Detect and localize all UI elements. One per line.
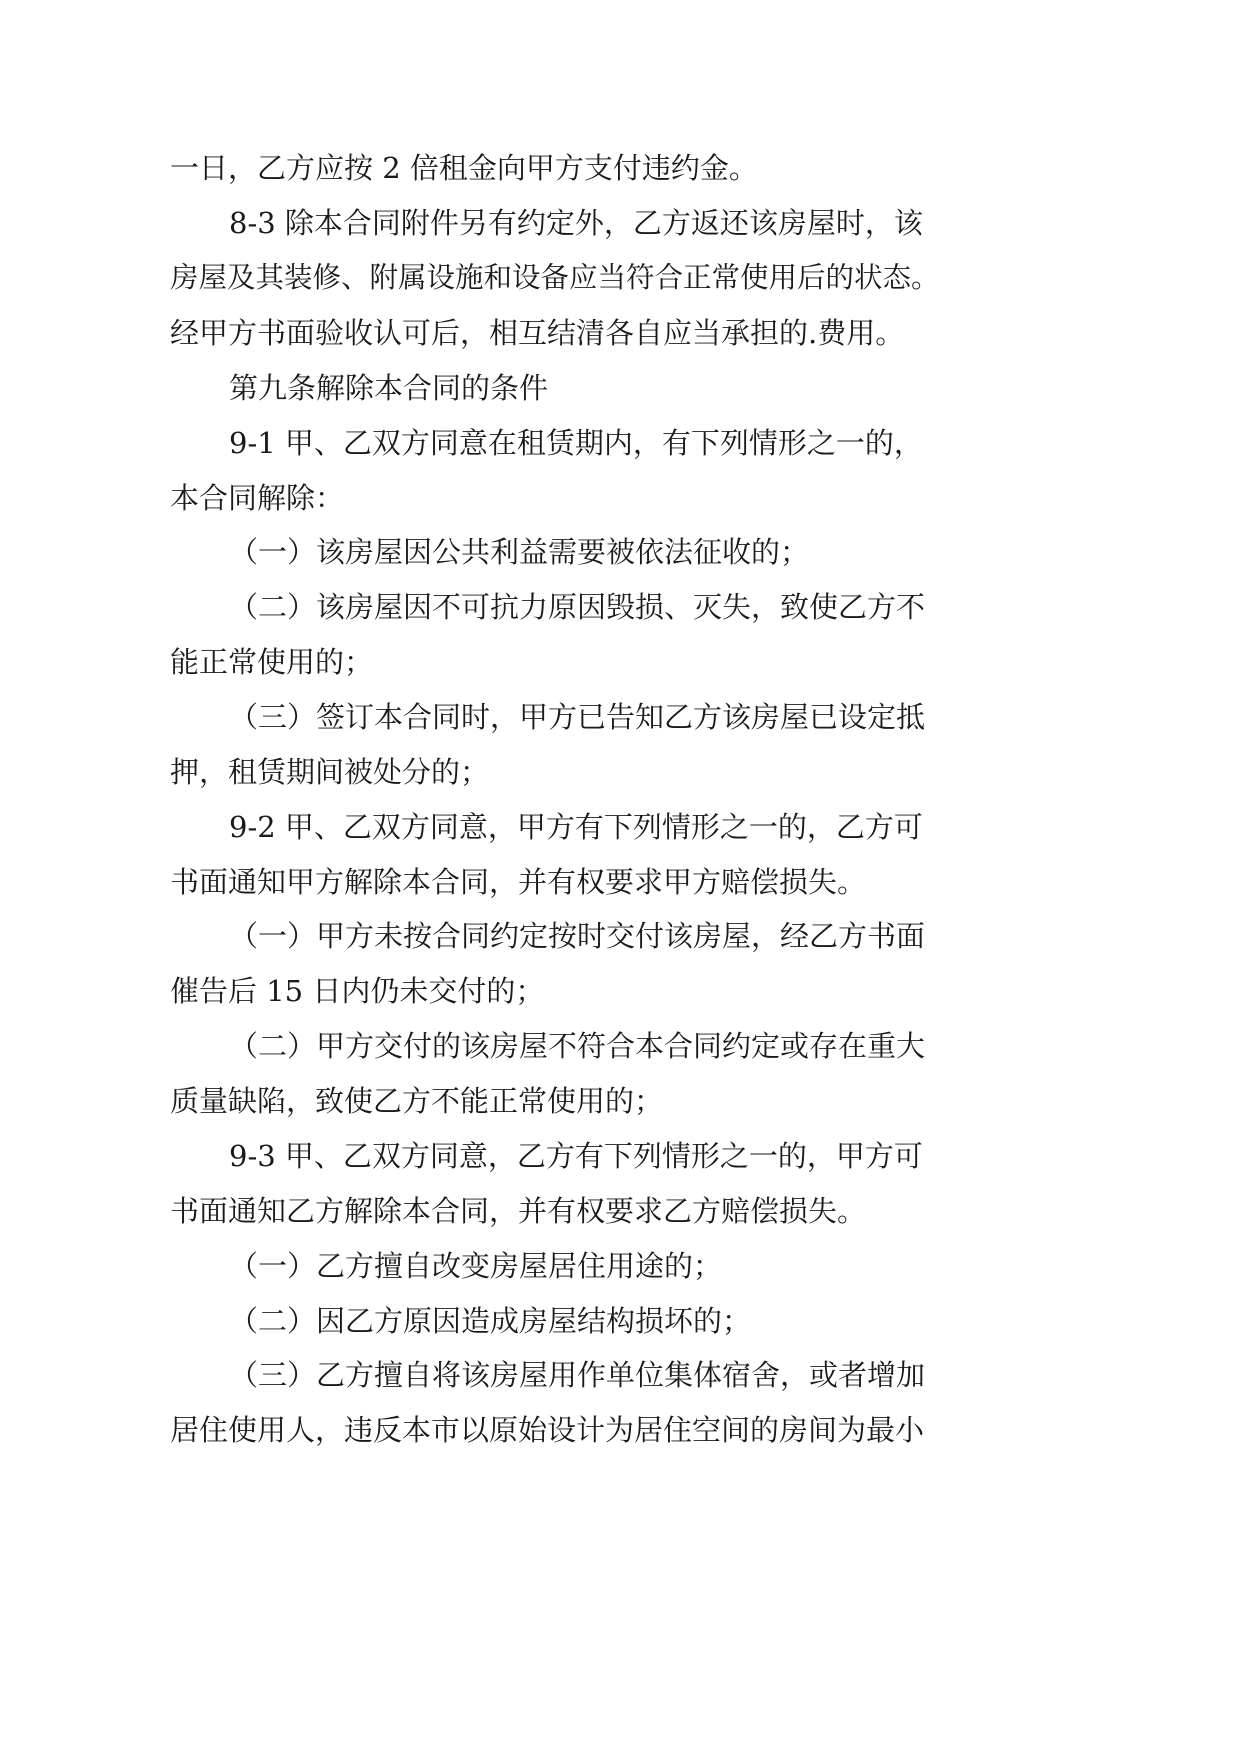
text-line: 书面通知乙方解除本合同，并有权要求乙方赔偿损失。	[170, 1194, 867, 1228]
text-line: 经甲方书面验收认可后，相互结清各自应当承担的.费用。	[170, 316, 905, 350]
section-heading: 第九条解除本合同的条件	[229, 371, 549, 405]
text-line: 居住使用人，违反本市以原始设计为居住空间的房间为最小	[170, 1413, 925, 1447]
text-line: （二）因乙方原因造成房屋结构损坏的；	[229, 1304, 752, 1338]
text-line: 9-2 甲、乙双方同意，甲方有下列情形之一的，乙方可	[229, 810, 923, 844]
text-line: （三）签订本合同时，甲方已告知乙方该房屋已设定抵	[229, 700, 926, 734]
text-line: 质量缺陷，致使乙方不能正常使用的；	[170, 1084, 664, 1118]
text-line: 9-3 甲、乙双方同意，乙方有下列情形之一的，甲方可	[229, 1139, 923, 1173]
text-line: 能正常使用的；	[170, 645, 374, 679]
text-line: 房屋及其装修、附属设施和设备应当符合正常使用后的状态。	[170, 261, 940, 294]
text-line: 催告后 15 日内仍未交付的；	[170, 974, 545, 1008]
text-line: 书面通知甲方解除本合同，并有权要求甲方赔偿损失。	[170, 865, 867, 899]
text-line: 9-1 甲、乙双方同意在租赁期内，有下列情形之一的，	[229, 426, 923, 460]
text-line: （一）乙方擅自改变房屋居住用途的；	[229, 1249, 723, 1283]
text-line: （二）该房屋因不可抗力原因毁损、灭失，致使乙方不	[229, 590, 926, 624]
text-line: 押，租赁期间被处分的；	[170, 755, 490, 789]
text-line: 一日，乙方应按 2 倍租金向甲方支付违约金。	[170, 151, 758, 185]
text-line: （一）该房屋因公共利益需要被依法征收的；	[229, 535, 810, 569]
text-line: （一）甲方未按合同约定按时交付该房屋，经乙方书面	[229, 919, 926, 953]
text-line: （三）乙方擅自将该房屋用作单位集体宿舍，或者增加	[229, 1358, 926, 1392]
text-line: 本合同解除：	[170, 481, 345, 515]
text-line: 8-3 除本合同附件另有约定外，乙方返还该房屋时，该	[229, 206, 923, 240]
text-line: （二）甲方交付的该房屋不符合本合同约定或存在重大	[229, 1029, 926, 1063]
